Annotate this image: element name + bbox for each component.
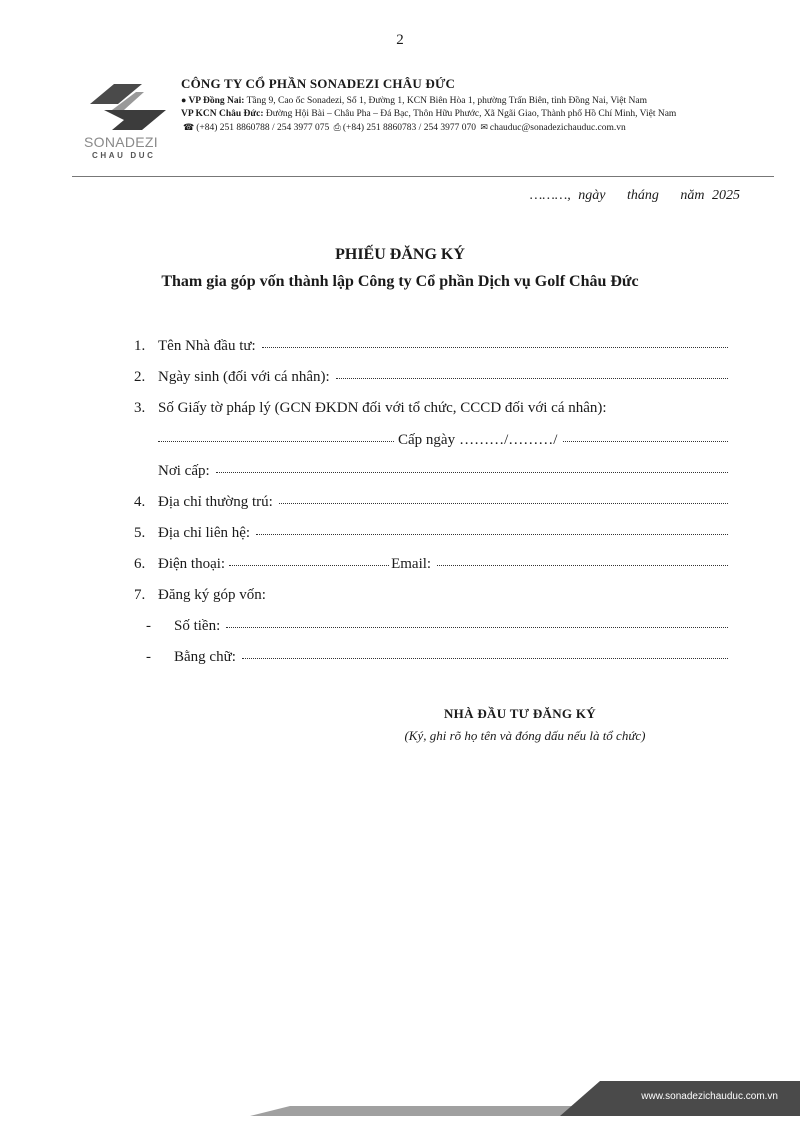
phone-email-field[interactable] [134,556,728,573]
form-subtitle: Tham gia góp vốn thành lập Công ty Cổ phần Dịch vụ Golf Châu Đức [161,273,639,290]
email-label: Email: [391,556,432,572]
legal-doc-number-line[interactable] [158,432,728,449]
footer-bar [0,1076,800,1124]
phone-fill-line[interactable] [229,564,389,566]
office-2-address: Đường Hội Bài – Châu Pha – Đá Bạc, Thôn Hữu Phước, Xã Ngãi Giao, Thành phố Hồ Chí Minh, Việt Nam [265,109,677,119]
field-label: Nơi cấp: [158,463,210,479]
logo-subname: CHAU DUC [92,151,156,160]
form-title: PHIẾU ĐĂNG KÝ [335,246,465,263]
field-label: Địa chỉ thường trú: [158,494,273,510]
date-month: tháng [626,188,659,203]
issue-date-separators[interactable]: ………/………/ [459,432,558,448]
company-info [181,76,771,134]
date-year: năm 2025 [680,188,740,203]
logo-name: SONADEZI [84,134,158,150]
location-pin-icon: ● [181,95,187,105]
field-label: Tên Nhà đầu tư: [158,338,256,354]
date-line [440,188,740,204]
fill-line[interactable] [256,533,728,535]
legal-doc-number-field [134,400,728,417]
fax-number: (+84) 251 8860783 / 254 3977 070 [342,123,476,133]
contact-address-field[interactable] [134,525,728,542]
field-label: Bằng chữ: [174,649,236,665]
email-address: chauduc@sonadezichauduc.com.vn [489,123,626,133]
phone-label: Điện thoại: [158,556,226,572]
field-number: 2. [134,369,146,385]
field-label: Ngày sinh (đối với cá nhân): [158,369,330,385]
office-address-2 [181,109,771,120]
field-number: 6. [134,556,146,572]
fill-line[interactable] [216,471,728,473]
header-divider [72,176,774,177]
fill-line[interactable] [262,346,728,348]
field-label: Đăng ký góp vốn: [158,587,266,603]
phone-icon: ☎ [183,122,195,132]
issue-date-fill-line[interactable] [563,440,728,442]
email-fill-line[interactable] [437,564,728,566]
amount-in-words-field[interactable] [146,649,728,666]
issue-date-label: Cấp ngày [398,432,456,448]
field-label: Số Giấy tờ pháp lý (GCN ĐKDN đối với tổ chức, CCCD đối với cá nhân): [158,400,607,416]
signature-title: NHÀ ĐẦU TƯ ĐĂNG KÝ [443,706,596,721]
fill-line[interactable] [279,502,728,504]
field-label: Số tiền: [174,618,221,634]
phone-number: (+84) 251 8860788 / 254 3977 075 [196,123,330,133]
fill-line[interactable] [226,626,728,628]
field-number: 5. [134,525,146,541]
page-number: 2 [396,32,404,48]
website-url[interactable]: www.sonadezichauduc.com.vn [641,1091,778,1102]
fill-line[interactable] [336,377,728,379]
field-label: Địa chỉ liên hệ: [158,525,251,541]
investor-name-field[interactable] [134,338,728,355]
field-number: 7. [134,587,146,603]
field-number: 3. [134,400,146,416]
doc-number-fill-line[interactable] [158,440,394,442]
logo-mark-icon [84,80,174,140]
letterhead [84,76,774,176]
amount-field[interactable] [146,618,728,635]
issue-place-field[interactable] [158,463,728,480]
field-number: 1. [134,338,146,354]
bullet-dash: - [146,618,151,634]
bullet-dash: - [146,649,151,665]
office-address-1 [181,95,771,107]
fill-line[interactable] [242,657,728,659]
contact-line [181,122,771,134]
office-2-label: VP KCN Châu Đức: [181,109,264,119]
permanent-address-field[interactable] [134,494,728,511]
date-day: ………, ngày [529,188,606,203]
office-1-label: VP Đồng Nai: [188,96,245,106]
company-name: CÔNG TY CỔ PHẦN SONADEZI CHÂU ĐỨC [181,76,456,91]
office-1-address: Tầng 9, Cao ốc Sonadezi, Số 1, Đường 1, KCN Biên Hòa 1, phường Trấn Biên, tỉnh Đồng Nai, Việt Nam [246,96,647,106]
signature-note: (Ký, ghi rõ họ tên và đóng dấu nếu là tổ chức) [404,728,646,743]
email-icon: ✉ [480,122,488,132]
capital-contribution-field [134,587,728,604]
fax-icon: ⎙ [333,122,341,132]
field-number: 4. [134,494,146,510]
birth-date-field[interactable] [134,369,728,386]
